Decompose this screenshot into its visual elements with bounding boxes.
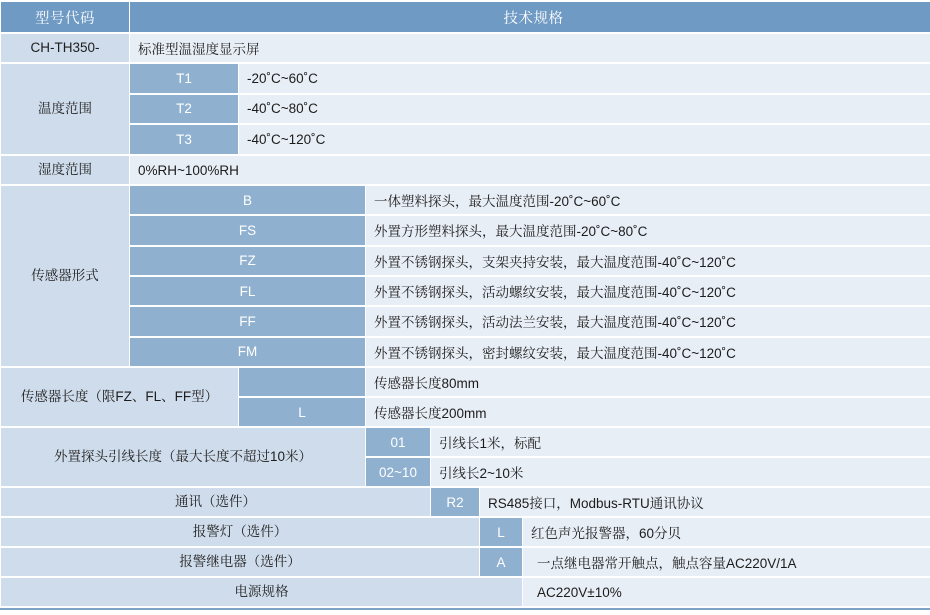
temp-value-t3: -40˚C~120˚C — [239, 125, 930, 154]
table-header-row — [1, 2, 930, 32]
temp-code-t1: T1 — [130, 64, 238, 93]
communication-value: RS485接口，Modbus-RTU通讯协议 — [480, 488, 930, 516]
model-code-label: CH-TH350- — [1, 34, 129, 62]
sensor-length-code-default — [239, 368, 365, 396]
table-row-sensor-ff — [1, 307, 930, 335]
sensor-code-fz: FZ — [130, 247, 365, 275]
sensor-code-fs: FS — [130, 216, 365, 244]
sensor-length-value-l: 传感器长度200mm — [366, 398, 930, 426]
table-bottom-border — [0, 608, 930, 615]
sensor-code-b: B — [130, 186, 365, 214]
sensor-code-fl: FL — [130, 277, 365, 305]
sensor-value-fl: 外置不锈钢探头，活动螺纹安装，最大温度范围-40˚C~120˚C — [366, 277, 930, 305]
table-row-sensor-fs — [1, 216, 930, 244]
sensor-form-label: 传感器形式 — [1, 186, 129, 366]
table-row-temp-t1 — [1, 64, 930, 93]
sensor-value-ff: 外置不锈钢探头，活动法兰安装，最大温度范围-40˚C~120˚C — [366, 307, 930, 335]
table-row-humidity — [1, 156, 930, 184]
lead-length-value-02-10: 引线长2~10米 — [431, 458, 930, 486]
sensor-value-fs: 外置方形塑料探头，最大温度范围-20˚C~80˚C — [366, 216, 930, 244]
temp-value-t2: -40˚C~80˚C — [239, 95, 930, 124]
lead-length-code-01: 01 — [366, 428, 430, 456]
power-value: AC220V±10% — [523, 578, 930, 606]
sensor-value-b: 一体塑料探头，最大温度范围-20˚C~60˚C — [366, 186, 930, 214]
sensor-value-fz: 外置不锈钢探头，支架夹持安装，最大温度范围-40˚C~120˚C — [366, 247, 930, 275]
table-row-lead-length-01 — [1, 428, 930, 456]
table-row-model — [1, 34, 930, 62]
model-description: 标准型温湿度显示屏 — [130, 34, 930, 62]
power-label: 电源规格 — [1, 578, 522, 606]
sensor-code-ff: FF — [130, 307, 365, 335]
header-tech-spec: 技术规格 — [130, 2, 930, 32]
sensor-length-value-default: 传感器长度80mm — [366, 368, 930, 396]
alarm-relay-code: A — [480, 548, 522, 576]
alarm-lamp-value: 红色声光报警器，60分贝 — [523, 518, 930, 546]
table-row-power — [1, 578, 930, 606]
lead-length-value-01: 引线长1米，标配 — [431, 428, 930, 456]
communication-code: R2 — [431, 488, 479, 516]
table-row-communication — [1, 488, 930, 516]
sensor-code-fm: FM — [130, 338, 365, 366]
table-row-sensor-fm — [1, 338, 930, 366]
table-row-sensor-length-80 — [1, 368, 930, 396]
temp-code-t2: T2 — [130, 95, 238, 124]
table-row-alarm-lamp — [1, 518, 930, 546]
humidity-range-label: 湿度范围 — [1, 156, 129, 184]
table-row-sensor-b — [1, 186, 930, 214]
table-row-alarm-relay — [1, 548, 930, 576]
communication-label: 通讯（选件） — [1, 488, 430, 516]
header-model-code: 型号代码 — [1, 2, 129, 32]
humidity-range-value: 0%RH~100%RH — [130, 156, 930, 184]
table-row-sensor-fl — [1, 277, 930, 305]
temp-code-t3: T3 — [130, 125, 238, 154]
temp-value-t1: -20˚C~60˚C — [239, 64, 930, 93]
lead-length-code-02-10: 02~10 — [366, 458, 430, 486]
sensor-value-fm: 外置不锈钢探头，密封螺纹安装，最大温度范围-40˚C~120˚C — [366, 338, 930, 366]
table-row-temp-t2 — [1, 95, 930, 124]
sensor-length-code-l: L — [239, 398, 365, 426]
alarm-lamp-code: L — [480, 518, 522, 546]
temp-range-label: 温度范围 — [1, 64, 129, 154]
table-row-temp-t3 — [1, 125, 930, 154]
alarm-lamp-label: 报警灯（选件） — [1, 518, 479, 546]
alarm-relay-label: 报警继电器（选件） — [1, 548, 479, 576]
lead-length-label: 外置探头引线长度（最大长度不超过10米） — [1, 428, 365, 486]
table-row-sensor-fz — [1, 247, 930, 275]
sensor-length-label: 传感器长度（限FZ、FL、FF型） — [1, 368, 238, 426]
alarm-relay-value: 一点继电器常开触点，触点容量AC220V/1A — [523, 548, 930, 576]
